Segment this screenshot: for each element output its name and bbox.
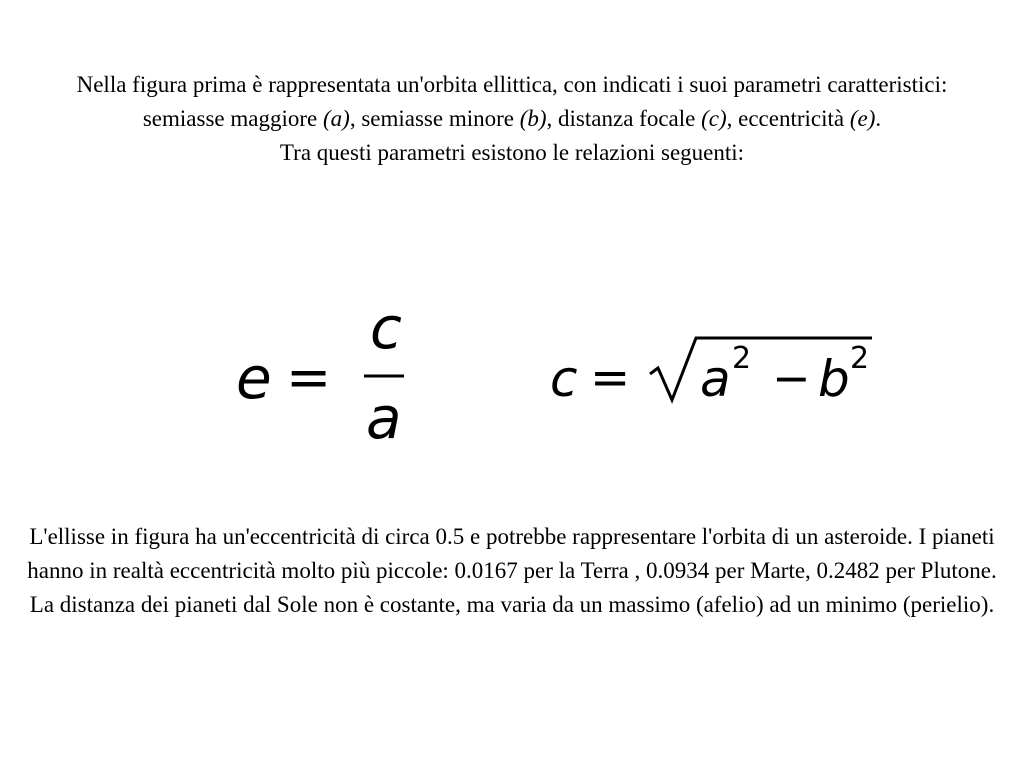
formula-graphic (0, 300, 1024, 460)
intro-text-segment: , semiasse minore (349, 106, 520, 131)
formula2-equals: = (590, 350, 631, 406)
formula2-term1: a (700, 350, 731, 408)
param-c-label: (c) (701, 106, 727, 131)
formula1-equals: = (286, 346, 332, 409)
formulas (0, 300, 1024, 460)
outro-text (10, 520, 1014, 622)
eccentricity-formula (236, 300, 404, 452)
formula1-numerator: c (370, 300, 402, 362)
param-e-label: (e) (849, 106, 876, 131)
distance-paragraph: La distanza dei pianeti dal Sole non è costante, ma varia da un massimo (afelio) ad un minimo (perielio). (29, 592, 995, 617)
formula2-exp1: 2 (732, 341, 752, 376)
formula2-lhs: c (550, 350, 578, 408)
intro-text-segment: . (875, 106, 882, 131)
formula2-term2: b (818, 350, 850, 408)
intro-text-segment: Nella figura prima è rappresentata un'orbita ellittica, con indicati i suoi parametri caratteristici: semiasse maggiore (76, 72, 948, 131)
param-b-label: (b) (519, 106, 547, 131)
formula2-minus: − (772, 351, 811, 405)
intro-text (40, 68, 984, 170)
intro-text-segment: , eccentricità (726, 106, 850, 131)
formula1-denominator: a (366, 384, 402, 452)
formula1-lhs: e (236, 344, 272, 412)
intro-paragraph (40, 68, 984, 136)
intro-text-segment: , distanza focale (546, 106, 702, 131)
focal-distance-formula (550, 338, 872, 408)
formula2-exp2: 2 (850, 341, 870, 376)
eccentricity-paragraph: L'ellisse in figura ha un'eccentricità di circa 0.5 e potrebbe rappresentare l'orbita di un asteroide. I pianeti hanno in realtà eccentricità molto più piccole: 0.0167 per la Terra , 0.0934 per Marte, 0.2482 per Plutone. (27, 524, 997, 583)
relations-intro: Tra questi parametri esistono le relazioni seguenti: (279, 140, 745, 165)
param-a-label: (a) (322, 106, 350, 131)
